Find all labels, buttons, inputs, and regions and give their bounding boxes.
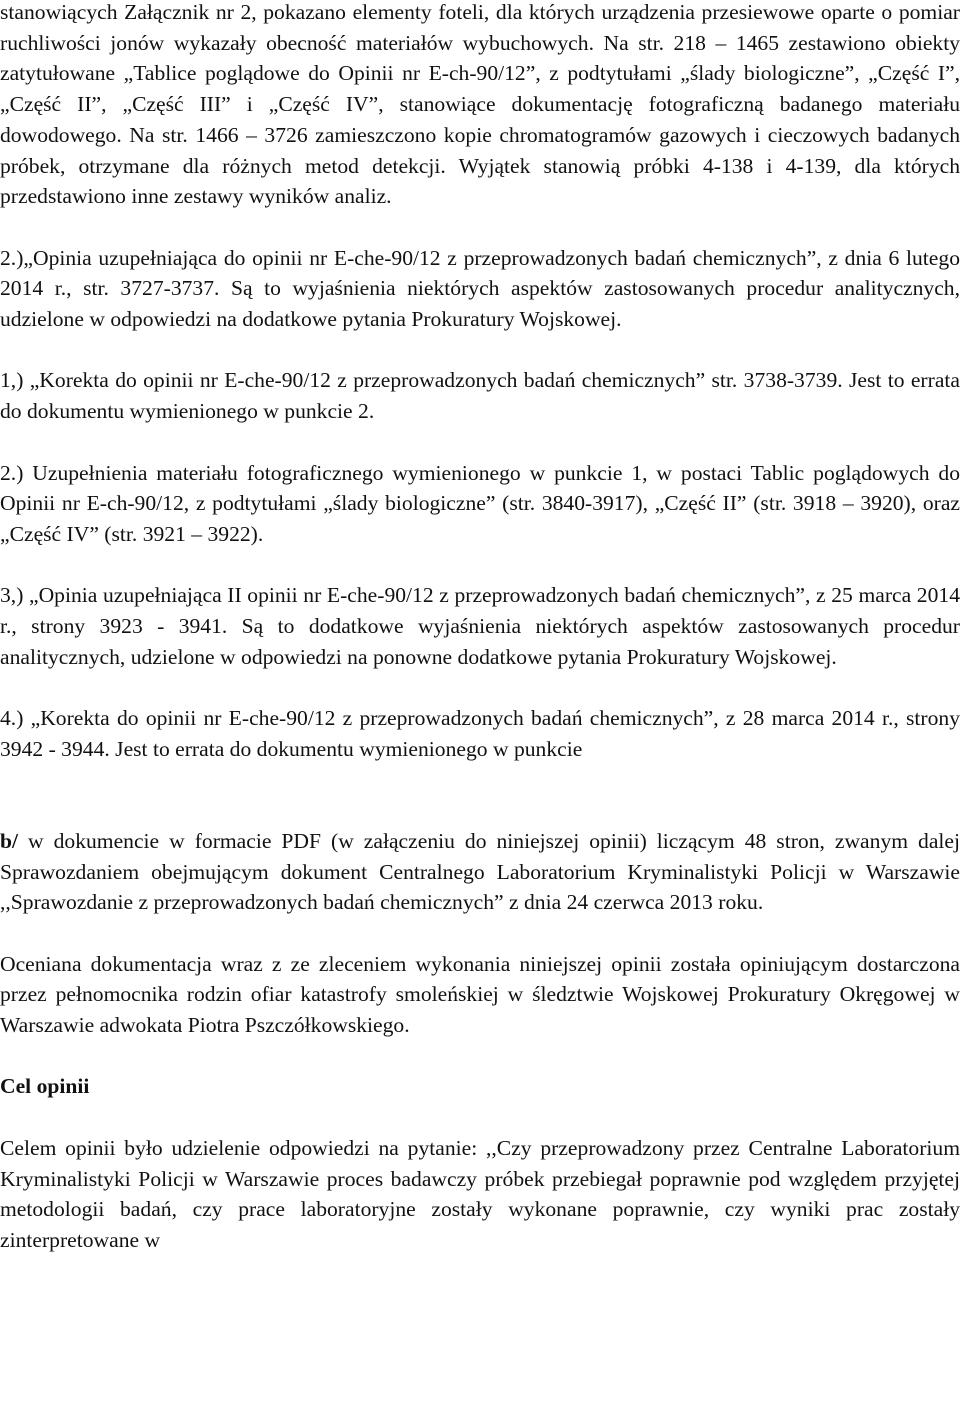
paragraph-b	[0, 826, 960, 918]
section-heading-cel-opinii: Cel opinii	[0, 1074, 90, 1099]
paragraph-item-4-correction: 4.) „Korekta do opinii nr E-che-90/12 z przeprowadzonych badań chemicznych”, z 28 marca 2014 r., strony 3942 - 3944. Jest to errata do dokumentu wymienionego w punkcie	[0, 706, 960, 761]
paragraph-materials: stanowiących Załącznik nr 2, pokazano elementy foteli, dla których urządzenia przesiewowe oparte o pomiar ruchliwości jonów wykazały obecność materiałów wybuchowych. Na str. 218 – 1465 zestawiono obiekty zatytułowane „Tablice poglądowe do Opinii nr E-ch-90/12”, z podtytułami „ślady biologiczne”, „Część I”, „Część II”, „Część III” i „Część IV”, stanowiące dokumentację fotograficzną badanego materiału dowodowego. Na str. 1466 – 3726 zamieszczono kopie chromatogramów gazowych i cieczowych badanych próbek, otrzymane dla różnych metod detekcji. Wyjątek stanowią próbki 4-138 i 4-139, dla których przedstawiono inne zestawy wyników analiz.	[0, 0, 960, 209]
paragraph-item-1-correction: 1,) „Korekta do opinii nr E-che-90/12 z przeprowadzonych badań chemicznych” str. 3738-3739. Jest to errata do dokumentu wymienionego w punkcie 2.	[0, 368, 960, 424]
paragraph-item-2-photo-supplement: 2.) Uzupełnienia materiału fotograficznego wymienionego w punkcie 1, w postaci Tablic poglądowych do Opinii nr E-ch-90/12, z podtytułami „ślady biologiczne” (str. 3840-3917), „Część II” (str. 3918 – 3920), oraz „Część IV” (str. 3921 – 3922).	[0, 460, 960, 546]
paragraph-item-2-opinion: 2.)„Opinia uzupełniająca do opinii nr E-che-90/12 z przeprowadzonych badań chemicznych”, z dnia 6 lutego 2014 r., str. 3727-3737. Są to wyjaśnienia niektórych aspektów zastosowanych procedur analitycznych, udzielone w odpowiedzi na dodatkowe pytania Prokuratury Wojskowej.	[0, 245, 960, 332]
paragraph-oceniana: Oceniana dokumentacja wraz z ze zleceniem wykonania niniejszej opinii została opiniującym dostarczona przez pełnomocnika rodzin ofiar katastrofy smoleńskiej w śledztwie Wojskowej Prokuratury Okręgowej w Warszawie adwokata Piotra Pszczółkowskiego.	[0, 951, 960, 1038]
paragraph-b-label: b/	[0, 828, 19, 853]
paragraph-b-text: w dokumencie w formacie PDF (w załączeniu do niniejszej opinii) liczącym 48 stron, zwanym dalej Sprawozdaniem obejmującym dokument Centralnego Laboratorium Kryminalistyki Policji w Warszawie ,,Sprawozdanie z przeprowadzonych badań chemicznych” z dnia 24 czerwca 2013 roku.	[0, 828, 960, 915]
paragraph-item-3-opinion-ii: 3,) „Opinia uzupełniająca II opinii nr E-che-90/12 z przeprowadzonych badań chemicznych”, z 25 marca 2014 r., strony 3923 - 3941. Są to dodatkowe wyjaśnienia niektórych aspektów zastosowanych procedur analitycznych, udzielone w odpowiedzi na ponowne dodatkowe pytania Prokuratury Wojskowej.	[0, 583, 960, 669]
paragraph-cel: Celem opinii było udzielenie odpowiedzi na pytanie: ,,Czy przeprowadzony przez Centralne Laboratorium Kryminalistyki Policji w Warszawie proces badawczy próbek przebiegał poprawnie pod względem przyjętej metodologii badań, czy prace laboratoryjne zostały wykonane poprawnie, czy wyniki prac zostały zinterpretowane w	[0, 1135, 960, 1252]
